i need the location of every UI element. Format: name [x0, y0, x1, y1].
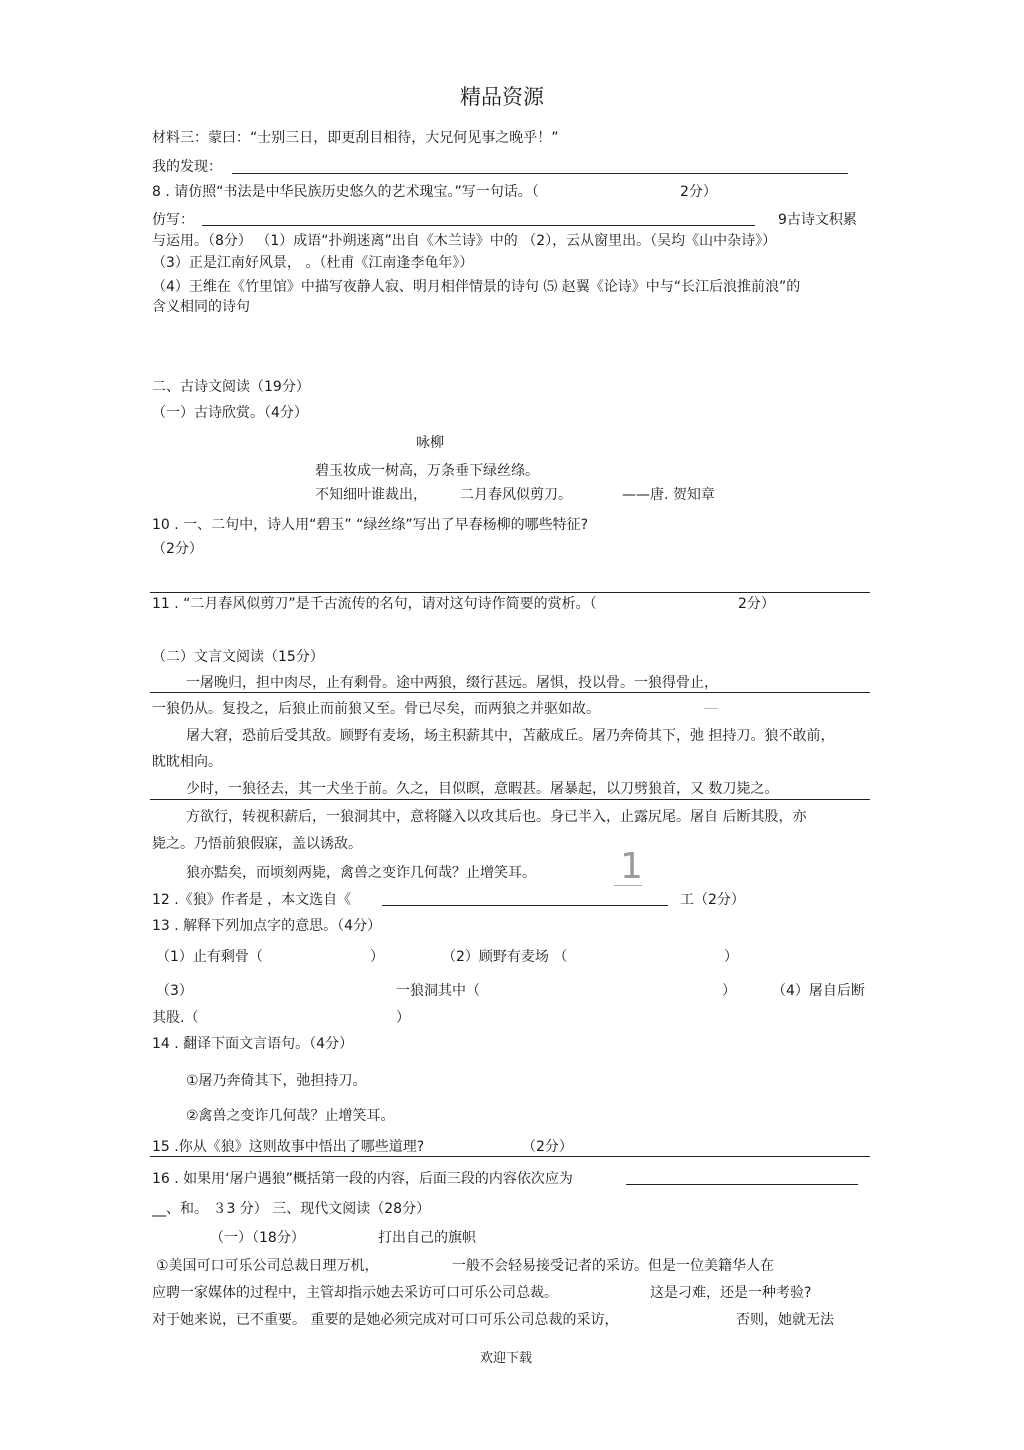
reading-line-1b: 一般不会轻易接受记者的采访。但是一位美籍华人在	[452, 1258, 774, 1274]
question-16-continued: __、和。 ３3 分） 三、现代文阅读（28分）	[152, 1201, 431, 1217]
question-11-score: 2分）	[738, 596, 775, 612]
question-15: 15 .你从《狼》这则故事中悟出了哪些道理?	[152, 1139, 425, 1155]
question-13-item-1-close: ）	[370, 949, 384, 965]
passage-para-3: 少时，一狼径去，其一犬坐于前。久之，目似瞑，意暇甚。屠暴起，以刀劈狼首，又 数刀毙之。	[186, 781, 779, 797]
divider-line	[150, 692, 870, 693]
poem-author: ——唐. 贺知章	[622, 487, 715, 503]
passage-para-4b: 毙之。乃悟前狼假寐，盖以诱敌。	[152, 836, 362, 852]
question-13-item-1: （1）止有剩骨（	[156, 949, 263, 965]
reading-line-2a: 应聘一家媒体的过程中，主管却指示她去采访可口可乐公司总裁。	[152, 1285, 558, 1301]
passage-para-1a: 一屠晚归，担中肉尽，止有剩骨。途中两狼，缀行甚远。屠惧，投以骨。一狼得骨止，	[186, 675, 718, 691]
divider-line	[150, 1156, 870, 1157]
answer-line	[150, 592, 870, 593]
question-13-item-3-label: （3）	[156, 983, 193, 999]
question-13: 13 . 解释下列加点字的意思。（4分）	[152, 918, 382, 934]
question-13-item-4b: 其股.（	[152, 1010, 199, 1026]
passage-para-2b: 眈眈相向。	[152, 754, 222, 770]
question-13-item-3: 一狼洞其中（	[396, 983, 480, 999]
question-10: 10 . 一、二句中，诗人用“碧玉” “绿丝绦”写出了早春杨柳的哪些特征?	[152, 517, 589, 533]
reading-title: 打出自己的旗帜	[378, 1230, 476, 1246]
passage-para-1b: 一狼仍从。复投之，后狼止而前狼又至。骨已尽矣，而两狼之并驱如故。	[152, 701, 600, 717]
question-8: 8 . 请仿照“书法是中华民族历史悠久的艺术瑰宝。”写一句话。（	[152, 184, 539, 200]
poem-line-2b: 二月春风似剪刀。	[460, 487, 572, 503]
divider-line	[150, 799, 870, 800]
question-12: 12 .《狼》作者是 ，本文选自《	[152, 892, 352, 908]
question-8-score: 2分）	[680, 184, 717, 200]
question-12-score: 工（2分）	[680, 892, 745, 908]
question-13-item-4: （4）屠自后断	[772, 983, 865, 999]
answer-line	[382, 905, 668, 906]
page-footer: 欢迎下载	[480, 1351, 533, 1366]
question-13-item-4b-close: ）	[396, 1010, 410, 1026]
page-number: 1	[620, 846, 643, 887]
question-15-score: （2分）	[522, 1139, 573, 1155]
section-2-1-heading: （一）古诗欣赏。（4分）	[152, 405, 308, 421]
mark	[704, 708, 718, 709]
answer-line	[202, 225, 755, 226]
passage-para-5: 狼亦黠矣，而顷刻两毙，禽兽之变诈几何哉？止增笑耳。	[186, 865, 536, 881]
question-14-item-1: ①屠乃奔倚其下，弛担持刀。	[186, 1073, 367, 1089]
section-2-heading: 二、古诗文阅读（19分）	[152, 379, 310, 395]
answer-line	[232, 173, 848, 174]
my-discovery-label: 我的发现：	[152, 159, 222, 175]
section-2-2-heading: （二）文言文阅读（15分）	[152, 649, 324, 665]
question-13-item-2-close: ）	[724, 949, 738, 965]
question-14-item-2: ②禽兽之变诈几何哉？止增笑耳。	[186, 1108, 395, 1124]
question-10-score: （2分）	[152, 541, 203, 557]
passage-para-2a: 屠大窘，恐前后受其敌。顾野有麦场，场主积薪其中，苫蔽成丘。屠乃奔倚其下，弛 担持刀。狼不敢前，	[186, 728, 835, 744]
passage-para-4a: 方欲行，转视积薪后，一狼洞其中，意将隧入以攻其后也。身已半入，止露尻尾。屠自 后断其股，亦	[186, 809, 807, 825]
question-9-line-b: （3）正是江南好风景， 。（杜甫《江南逢李龟年》）	[152, 255, 474, 271]
question-14: 14 . 翻译下面文言语句。（4分）	[152, 1036, 354, 1052]
question-13-item-3-close: ）	[722, 983, 736, 999]
question-9-line-c: （4）王维在《竹里馆》中描写夜静人寂、明月相伴情景的诗句 ⑸ 赵翼《论诗》中与“长江后浪推前浪”的	[152, 279, 801, 295]
poem-line-1: 碧玉妆成一树高，万条垂下绿丝绦。	[315, 463, 539, 479]
material-three: 材料三：蒙曰：“士别三日，即更刮目相待，大兄何见事之晚乎！”	[152, 130, 559, 146]
question-13-item-2: （2）顾野有麦场 （	[442, 949, 568, 965]
reading-line-1a: ①美国可口可乐公司总裁日理万机，	[156, 1258, 379, 1274]
poem-title: 咏柳	[416, 435, 444, 451]
question-11: 11 . “二月春风似剪刀”是千古流传的名句，请对这句诗作简要的赏析。（	[152, 596, 597, 612]
question-9-line-a: 与运用。（8分） （1）成语“扑朔迷离”出自《木兰诗》中的 （2），云从窗里出。（吴均《山中杂诗》）	[152, 233, 777, 249]
page-number-underline	[614, 885, 642, 886]
reading-line-3b: 否则，她就无法	[736, 1312, 834, 1328]
answer-line	[626, 1184, 858, 1185]
question-16: 16 . 如果用‘屠户遇狼”概括第一段的内容，后面三段的内容依次应为	[152, 1171, 573, 1187]
question-9-heading: 9古诗文积累	[778, 212, 857, 228]
imitation-label: 仿写：	[152, 212, 194, 228]
question-9-line-d: 含义相同的诗句	[152, 299, 250, 315]
page-header-title: 精品资源	[460, 85, 544, 109]
reading-line-2b: 这是刁难，还是一种考验?	[650, 1285, 812, 1301]
poem-line-2a: 不知细叶谁裁出，	[315, 487, 427, 503]
reading-line-3a: 对于她来说，已不重要。 重要的是她必须完成对可口可乐公司总裁的采访，	[152, 1312, 619, 1328]
section-3-1-heading: （一）（18分）	[210, 1230, 305, 1246]
